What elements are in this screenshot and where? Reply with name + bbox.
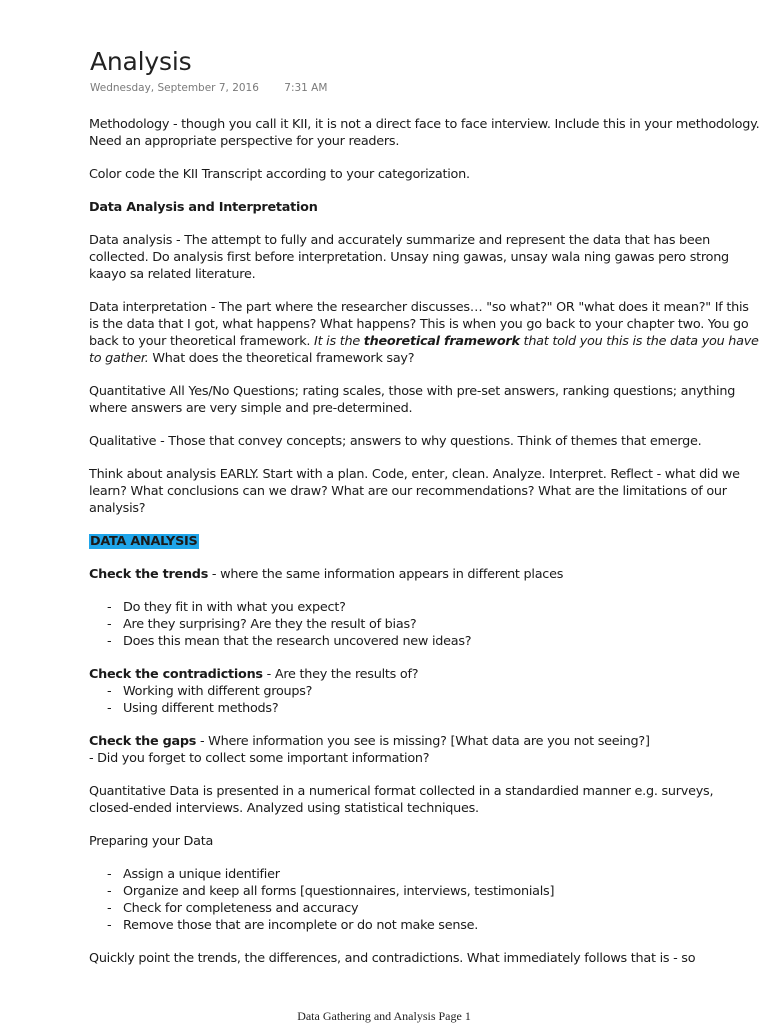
- paragraph-quantitative-data: Quantitative Data is presented in a numerical format collected in a standardied manner e.g. surveys, closed-ended interviews. Analyzed using statistical techniques.: [89, 784, 714, 816]
- heading-data-analysis: [89, 533, 761, 550]
- paragraph-preparing: Preparing your Data: [89, 834, 214, 849]
- paragraph-check-trends: [89, 566, 761, 583]
- list-item: - Organize and keep all forms [questionnaires, interviews, testimonials]: [89, 883, 761, 900]
- contradictions-text: - Are they the results of?: [262, 667, 419, 682]
- heading-analysis-interpretation: Data Analysis and Interpretation: [89, 200, 318, 215]
- gaps-text: - Where information you see is missing? [What data are you not seeing?]: [196, 734, 650, 749]
- paragraph-data-analysis: Data analysis - The attempt to fully and accurately summarize and represent the data that has been collected. Do analysis first before interpretation. Unsay ning gawas, unsay wala ning gawas pero strong kaayo sa related literature.: [89, 233, 729, 282]
- paragraph-quickly: Quickly point the trends, the differences, and contradictions. What immediately follows that is - so: [89, 951, 696, 966]
- trends-list: [89, 599, 761, 650]
- contradictions-list: [89, 683, 761, 717]
- interpretation-text-a: Data interpretation - The part where the researcher discusses… "so what?" OR "what does it mean?" If this is the data that I got, what happens? What happens? This is when you go back to your chapter two. You go back to your theoretical framework.: [89, 300, 749, 349]
- paragraph-think-early: Think about analysis EARLY. Start with a plan. Code, enter, clean. Analyze. Interpret. Reflect - what did we learn? What conclusions can we draw? What are our recommendations? What are the limitations of our analysis?: [89, 467, 740, 516]
- contradictions-label: Check the contradictions: [89, 667, 263, 682]
- gaps-line2: - Did you forget to collect some important information?: [89, 751, 430, 766]
- preparing-list: [89, 866, 761, 934]
- interpretation-text-e: What does the theoretical framework say?: [148, 351, 415, 366]
- interpretation-text-d: that told you this is the data you have to gather.: [89, 334, 759, 366]
- paragraph-check-gaps: [89, 733, 761, 767]
- page-title: Analysis: [90, 47, 192, 76]
- paragraph-qualitative: Qualitative - Those that convey concepts; answers to why questions. Think of themes that emerge.: [89, 434, 702, 449]
- gaps-label: Check the gaps: [89, 734, 197, 749]
- list-item: - Assign a unique identifier: [89, 866, 761, 883]
- trends-text: - where the same information appears in different places: [208, 567, 564, 582]
- list-item: - Are they surprising? Are they the result of bias?: [89, 616, 761, 633]
- list-item: - Does this mean that the research uncovered new ideas?: [89, 633, 761, 650]
- list-item: - Do they fit in with what you expect?: [89, 599, 761, 616]
- paragraph-quantitative: Quantitative All Yes/No Questions; rating scales, those with pre-set answers, ranking questions; anything where answers are very simple and pre-determined.: [89, 384, 736, 416]
- interpretation-text-b: It is the: [314, 334, 364, 349]
- paragraph-color-code: Color code the KII Transcript according to your categorization.: [89, 167, 470, 182]
- paragraph-check-contradictions: [89, 666, 761, 683]
- interpretation-text-c: theoretical framework: [363, 334, 520, 349]
- page-footer: Data Gathering and Analysis Page 1: [297, 1009, 471, 1023]
- page-meta: [90, 82, 327, 94]
- note-body: [89, 116, 761, 983]
- paragraph-data-interpretation: [89, 299, 761, 367]
- highlighted-heading: DATA ANALYSIS: [90, 534, 198, 549]
- page-date: Wednesday, September 7, 2016: [90, 82, 259, 94]
- list-item: - Working with different groups?: [89, 683, 761, 700]
- list-item: - Using different methods?: [89, 700, 761, 717]
- trends-label: Check the trends: [89, 567, 209, 582]
- paragraph-methodology: Methodology - though you call it KII, it is not a direct face to face interview. Include this in your methodology. Need an appropriate perspective for your readers.: [89, 117, 760, 149]
- list-item: - Remove those that are incomplete or do not make sense.: [89, 917, 761, 934]
- list-item: - Check for completeness and accuracy: [89, 900, 761, 917]
- page-time: 7:31 AM: [284, 82, 328, 94]
